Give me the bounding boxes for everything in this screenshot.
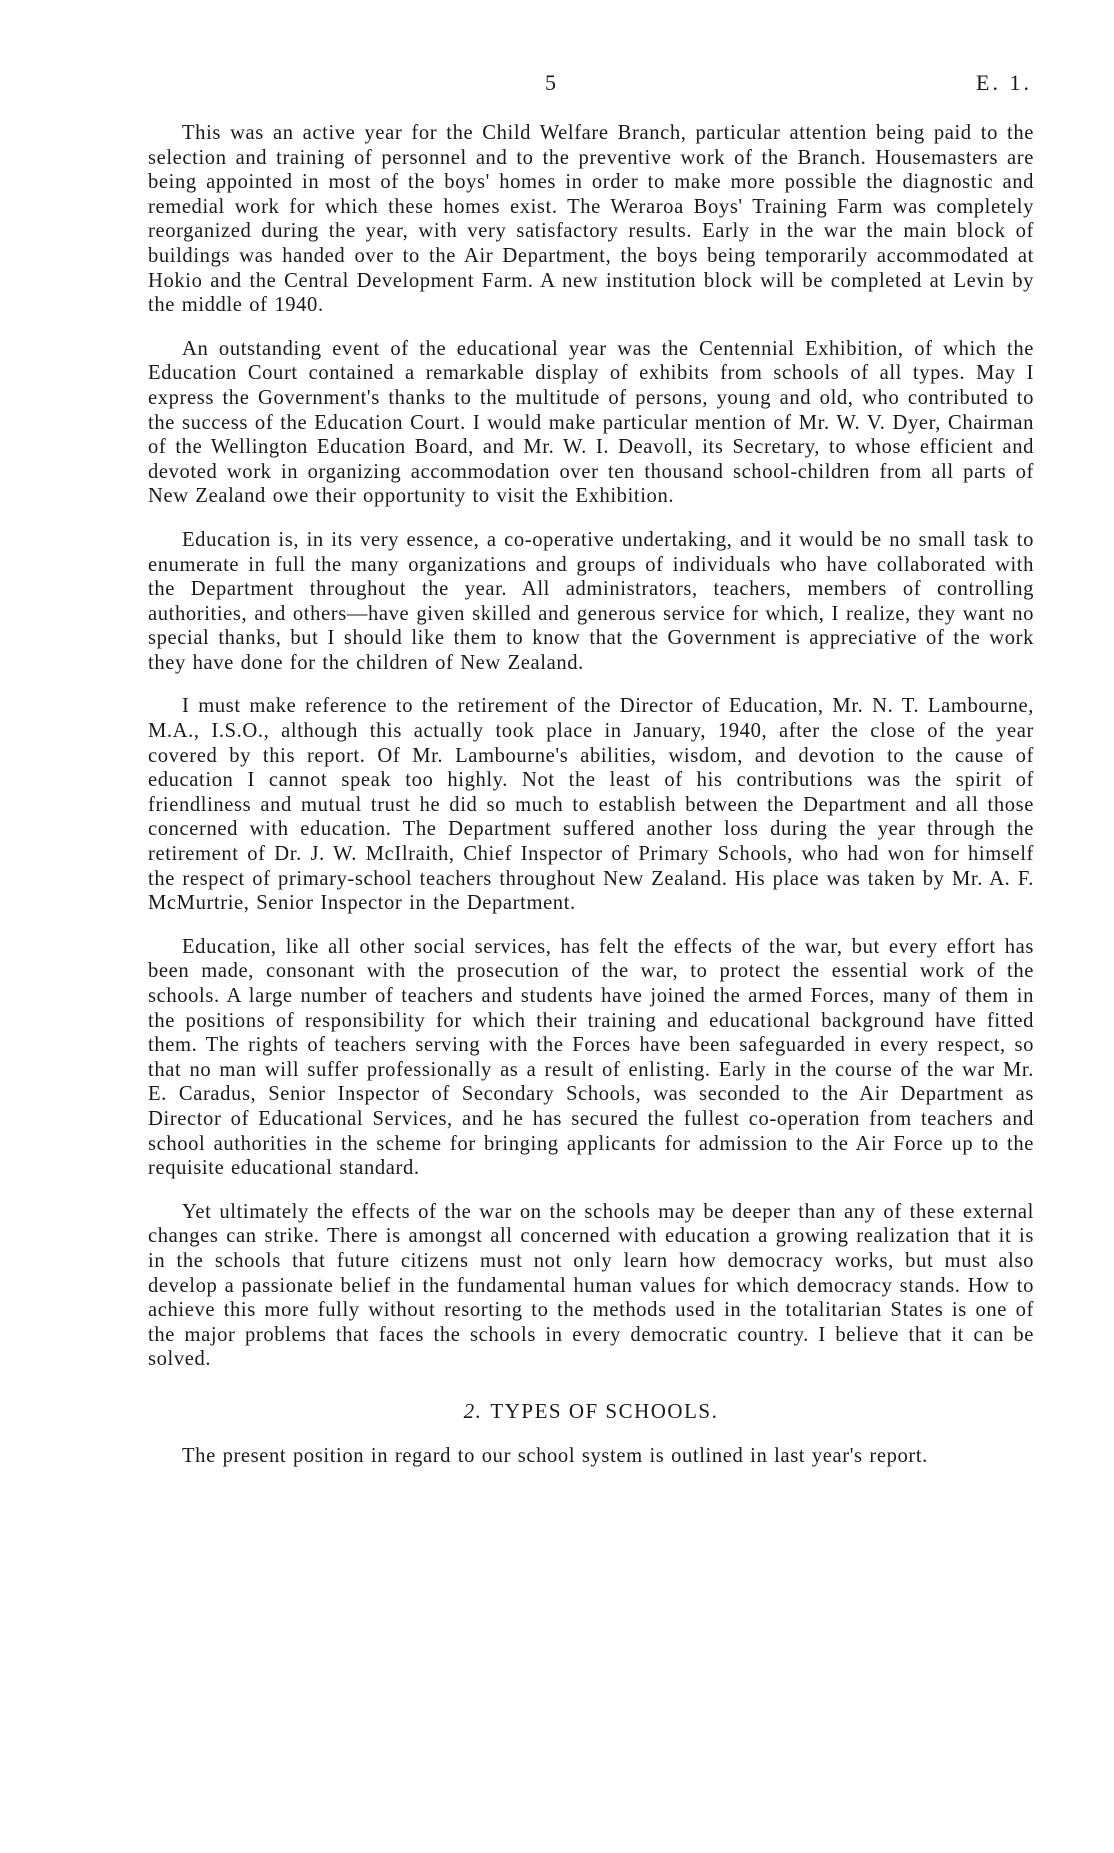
section-title: TYPES OF SCHOOLS. xyxy=(490,1398,719,1423)
page-header xyxy=(0,70,1114,100)
report-code: E. 1. xyxy=(976,70,1032,95)
paragraph-child-welfare: This was an active year for the Child Welfare Branch, particular attention being paid to the selection and training of personnel and to the preventive work of the Branch. Housemasters are being appointed in most of the boys' homes in order to make more possible the diagnostic and remedial work for which these homes exist. The Weraroa Boys' Training Farm was completely reorganized during the year, with very satisfactory results. Early in the war the main block of buildings was handed over to the Air Department, the boys being temporarily accommodated at Hokio and the Central Development Farm. A new institution block will be completed at Levin by the middle of 1940. xyxy=(148,122,1034,317)
page-number: 5 xyxy=(545,70,557,95)
paragraph-democracy: Yet ultimately the effects of the war on the schools may be deeper than any of these external changes can strike. There is amongst all concerned with education a growing realization that it is in the schools that future citizens must not only learn how democracy works, but must also develop a passionate belief in the fundamental human values for which democracy stands. How to achieve this more fully without resorting to the methods used in the totalitarian States is one of the major problems that faces the schools in every democratic country. I believe that it can be solved. xyxy=(148,1200,1034,1371)
body-text xyxy=(148,121,1034,1488)
paragraph-war-effects: Education, like all other social services, has felt the effects of the war, but every effort has been made, consonant with the prosecution of the war, to protect the essential work of the schools. A large number of teachers and students have joined the armed Forces, many of them in the positions of responsibility for which their training and educational background have fitted them. The rights of teachers serving with the Forces have been safeguarded in every respect, so that no man will suffer professionally as a result of enlisting. Early in the course of the war Mr. E. Caradus, Senior Inspector of Secondary Schools, was seconded to the Air Department as Director of Educational Services, and he has secured the fullest co-operation from teachers and school authorities in the scheme for bringing applicants for admission to the Air Force up to the requisite educational standard. xyxy=(148,935,1034,1180)
section-heading xyxy=(148,1399,1034,1424)
paragraph-types-of-schools: The present position in regard to our school system is outlined in last year's report. xyxy=(182,1444,928,1467)
paragraph-centennial-exhibition: An outstanding event of the educational year was the Centennial Exhibition, of which the Education Court contained a remarkable display of exhibits from schools of all types. May I express the Government's thanks to the multitude of persons, young and old, who contributed to the success of the Education Court. I would make particular mention of Mr. W. V. Dyer, Chairman of the Wellington Education Board, and Mr. W. I. Deavoll, its Secretary, to whose efficient and devoted work in organizing accommodation over ten thousand school-children from all parts of New Zealand owe their opportunity to visit the Exhibition. xyxy=(148,337,1034,508)
section-number: 2. xyxy=(463,1398,483,1423)
paragraph-retirements: I must make reference to the retirement of the Director of Education, Mr. N. T. Lambourne, M.A., I.S.O., although this actually took place in January, 1940, after the close of the year covered by this report. Of Mr. Lambourne's abilities, wisdom, and devotion to the cause of education I cannot speak too highly. Not the least of his contributions was the spirit of friendliness and mutual trust he did so much to establish between the Department and all those concerned with education. The Department suffered another loss during the year through the retirement of Dr. J. W. McIlraith, Chief Inspector of Primary Schools, who had won for himself the respect of primary-school teachers throughout New Zealand. His place was taken by Mr. A. F. McMurtrie, Senior Inspector in the Department. xyxy=(148,695,1034,915)
paragraph-co-operation: Education is, in its very essence, a co-operative undertaking, and it would be no small task to enumerate in full the many organizations and groups of individuals who have collaborated with the Department throughout the year. All administrators, teachers, members of controlling authorities, and others—have given skilled and generous service for which, I realize, they want no special thanks, but I should like them to know that the Government is appreciative of the work they have done for the children of New Zealand. xyxy=(148,528,1034,674)
